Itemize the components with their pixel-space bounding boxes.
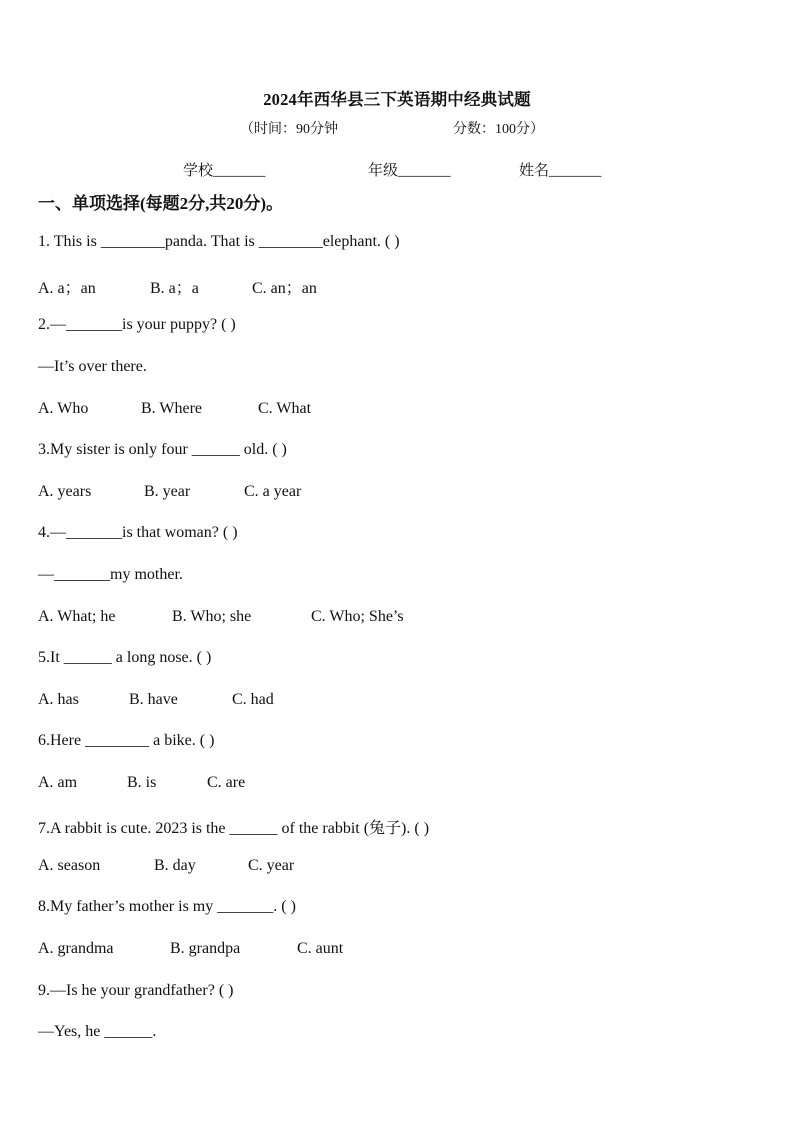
option-c[interactable]: C. year (248, 857, 295, 874)
question-8-options (38, 940, 343, 958)
option-a[interactable]: A. What; he (38, 608, 116, 625)
option-a[interactable]: A. years (38, 483, 92, 500)
option-c[interactable]: C. an；an (252, 280, 317, 297)
question-4-stem: 4.—_______is that woman? ( ) (38, 524, 238, 541)
question-4-options (38, 608, 404, 626)
question-2-stem: 2.—_______is your puppy? ( ) (38, 316, 236, 333)
question-1-options (38, 275, 317, 298)
option-a[interactable]: A. Who (38, 400, 89, 417)
option-b[interactable]: B. a；a (150, 280, 199, 297)
exam-title: 2024年西华县三下英语期中经典试题 (263, 90, 531, 109)
option-a[interactable]: A. a；an (38, 280, 96, 297)
question-5-stem: 5.It ______ a long nose. ( ) (38, 649, 212, 666)
question-7-options (38, 857, 294, 875)
school-field[interactable]: 学校_______ (183, 163, 266, 179)
question-9-reply: —Yes, he ______. (38, 1023, 157, 1040)
question-6-stem: 6.Here ________ a bike. ( ) (38, 732, 215, 749)
option-a[interactable]: A. grandma (38, 940, 114, 957)
question-2-reply: —It’s over there. (38, 358, 147, 375)
option-b[interactable]: B. is (127, 774, 157, 791)
option-b[interactable]: B. day (154, 857, 196, 874)
option-c[interactable]: C. aunt (297, 940, 344, 957)
question-5-options (38, 691, 274, 709)
option-c[interactable]: C. What (258, 400, 312, 417)
option-b[interactable]: B. grandpa (170, 940, 241, 957)
question-4-reply: —_______my mother. (38, 566, 183, 583)
option-b[interactable]: B. have (129, 691, 178, 708)
question-3-stem: 3.My sister is only four ______ old. ( ) (38, 441, 287, 458)
question-7-stem: 7.A rabbit is cute. 2023 is the ______ of the rabbit (兔子). ( ) (38, 820, 430, 837)
name-field[interactable]: 姓名_______ (519, 163, 602, 179)
question-1-stem: 1. This is ________panda. That is ________elephant. ( ) (38, 233, 400, 250)
grade-field[interactable]: 年级_______ (368, 163, 451, 179)
option-c[interactable]: C. a year (244, 483, 302, 500)
option-c[interactable]: C. are (207, 774, 246, 791)
option-c[interactable]: C. Who; She’s (311, 608, 404, 625)
question-3-options (38, 483, 301, 501)
option-c[interactable]: C. had (232, 691, 274, 708)
question-6-options (38, 774, 245, 792)
option-a[interactable]: A. am (38, 774, 78, 791)
option-b[interactable]: B. Who; she (172, 608, 252, 625)
question-9-stem: 9.—Is he your grandfather? ( ) (38, 982, 234, 999)
exam-time: （时间：90分钟 (240, 122, 338, 137)
option-a[interactable]: A. season (38, 857, 101, 874)
option-b[interactable]: B. Where (141, 400, 203, 417)
section-heading: 一、单项选择(每题2分,共20分)。 (38, 194, 284, 213)
exam-score: 分数：100分） (453, 122, 544, 137)
option-a[interactable]: A. has (38, 691, 79, 708)
question-2-options (38, 400, 311, 418)
question-8-stem: 8.My father’s mother is my _______. ( ) (38, 898, 296, 915)
option-b[interactable]: B. year (144, 483, 191, 500)
